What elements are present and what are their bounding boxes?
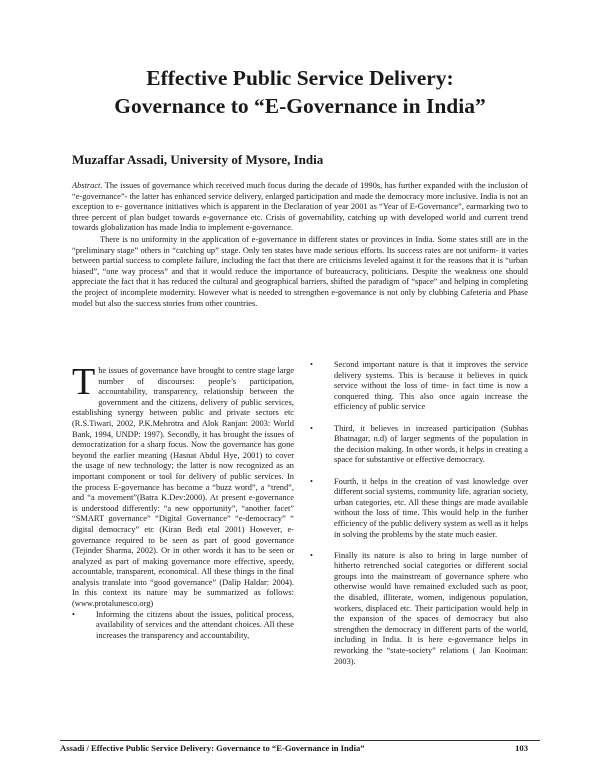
paper-title <box>0 64 600 120</box>
body-column-right <box>310 360 528 678</box>
drop-cap: T <box>72 361 96 403</box>
abstract-label: Abstract. <box>72 181 103 190</box>
page-number: 103 <box>515 743 528 753</box>
list-item <box>72 610 294 642</box>
list-item <box>310 477 528 541</box>
title-line-2: Governance to “E-Governance in India” <box>114 94 486 118</box>
running-footer: Assadi / Effective Public Service Delivery: Governance to “E-Governance in India” <box>60 743 365 753</box>
list-item <box>310 551 528 668</box>
list-item-text: Fourth, it helps in the creation of vast knowledge over different social systems, community life, agrarian society, urban categories, etc. All these things are made available without the loss of time. This would help in the further efficiency of the public delivery system as well as it helps in solving the problems by the state much easier. <box>334 476 528 539</box>
abstract-paragraph-2: There is no uniformity in the application of e-governance in different states or provinces in India. Some states still are in the “preliminary stage” others in “catching up” stage. Only ten states have made serious efforts. Its success rates are not uniform- it varies between partial success to complete failure, including the fact that there are criticisms leveled against it for the reasons that it is “urban biased”, “one way process” and that it would reduce the importance of bureaucracy, politicians. Despite the weakness one should appreciate the fact that it has reduced the cultural and geographical barriers, shifted the paradigm of “space” and helping in completing the project of incomplete modernity. However what is needed to strengthen e-governance is not only by clubbing Cafeteria and Phase model but also the success stories from other countries. <box>72 234 528 308</box>
abstract-text-1: The issues of governance which received much focus during the decade of 1990s, has further expanded with the inclusion of “e-governance”- the latter has enhanced service delivery, enlarged participation and made the democracy more inclusive. India is not an exception to e- governance initiatives which is apparent in the Declaration of year 2001 as “Year of E-Governance”, earmarking two to three percent of plan budget towards e-governance etc. Crisis of governability, catching up with developed world and current trend towards globalization has made India to implement e-governance. <box>72 181 528 233</box>
bullet-icon: • <box>72 609 75 619</box>
list-item-text: Finally its nature is also to bring in large number of hitherto retrenched social categories or different social groups into the mainstream of governance sphere who otherwise would have remained excluded such as poor, the disabled, illiterate, women, indigenous population, workers, displaced etc. Their participation would help in the expansion of the spaces of democracy but also strengthen the democracy in different parts of the world, including in India. It is here e-governance helps in reworking the “state-society” relations ( Jan Kooiman: 2003). <box>334 550 528 666</box>
footer-divider <box>60 740 540 741</box>
author-line: Muzaffar Assadi, University of Mysore, India <box>72 152 324 167</box>
bullet-icon: • <box>310 550 313 560</box>
body-column-left <box>72 361 294 652</box>
bullet-icon: • <box>310 476 313 486</box>
bullet-icon: • <box>310 360 313 369</box>
right-bullet-list <box>310 360 528 667</box>
intro-text: he issues of governance have brought to centre stage large number of discourses: people’s participation, accountability, transparency, relationship between the government and the citizens, delivery of public services, establishing synergy between public and private sectors etc (R.S.Tiwari, 2002, P.K.Mehrotra and Alok Ranjan: 2003: World Bank, 1994, UNDP: 1997). Secondly, it has brought the issues of democratization for a sharp focus. Now the governance has gone beyond the earlier meaning (Hasnat Abdul Hye, 2001) to cover the usage of new technology; the latter is now recognized as an important component or tool for delivery of public services. In the process E-governance has become a “buzz word”, a “trend”, and “a movement”(Batra K.Dev:2000). At present e-governance is understood differently: “a new opportunity”, “another facet” “SMART governance” “Digital Governance” “e-democracy” “ digital democracy” etc (Kiran Bedi etal 2001) However, e-governance required to be seen as part of good governance (Tejinder Sharma, 2002). Or in other words it has to be seen or analyzed as part of making governance more effective, speedy, accountable, transparent, economical. All these things in the final analysis translate into “good governance” (Dalip Haldar: 2004). In this context its nature may be summarized as follows: (www.protalunesco.org) <box>72 366 294 609</box>
abstract <box>72 181 528 309</box>
bullet-icon: • <box>310 423 313 433</box>
list-item-text: Informing the citizens about the issues, political process, availability of services and the attendant choices. All these increases the transparency and accountability, <box>96 609 294 640</box>
abstract-paragraph-1 <box>72 181 528 234</box>
title-line-1: Effective Public Service Delivery: <box>146 66 454 90</box>
list-item <box>310 424 528 466</box>
list-item <box>310 360 528 413</box>
list-item-text: Second important nature is that it improves the service delivery systems. This is because it believes in quick service without the loss of time- in fact time is now a conquered thing. This also once again increase the efficiency of public service <box>334 360 528 412</box>
list-item-text: Third, it believes in increased participation (Subhas Bhatnagar, n.d) of larger segments of the population in the decision making. In other words, it helps in creating a space for substantive or effective democracy. <box>334 423 528 465</box>
left-bullet-list <box>72 610 294 642</box>
intro-paragraph <box>72 361 294 610</box>
